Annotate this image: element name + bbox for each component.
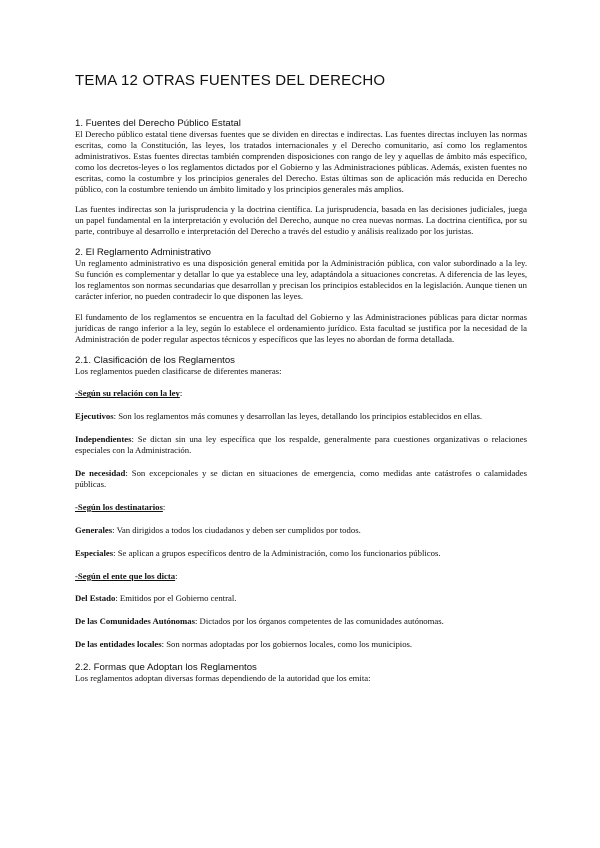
text-generales: : Van dirigidos a todos los ciudadanos y deben ser cumplidos por todos. bbox=[112, 524, 361, 535]
section-2-2-intro: Los reglamentos adoptan diversas formas dependiendo de la autoridad que los emita: bbox=[75, 673, 371, 684]
group-label-destinatarios: -Según los destinatarios bbox=[75, 501, 163, 512]
text-entidades-locales: : Son normas adoptadas por los gobiernos locales, como los municipios. bbox=[161, 639, 413, 650]
section-2-1-intro: Los reglamentos pueden clasificarse de diferentes maneras: bbox=[75, 365, 282, 376]
item-especiales bbox=[75, 548, 527, 559]
section-2-paragraph-1: Un reglamento administrativo es una disposición general emitida por la Administración pública, con valor subordinado a la ley. Su función es complementar y detallar lo que ya establece una ley, adaptándola a situaciones concretas. A diferencia de las leyes, los reglamentos son normas secundarias que desarrollan y precisan los principios establecidos en la legislación. Aunque tienen un carácter inferior, no pueden contradecir lo que disponen las leyes. bbox=[75, 258, 527, 301]
text-independientes: : Se dictan sin una ley específica que los respalde, generalmente para cuestiones organizativas o relaciones especiales con la Administración. bbox=[75, 434, 527, 456]
group-label-suffix: : bbox=[175, 570, 178, 581]
text-del-estado: : Emitidos por el Gobierno central. bbox=[115, 593, 237, 604]
text-ejecutivos: : Son los reglamentos más comunes y desarrollan las leyes, detallando los principios establecidos en ellas. bbox=[113, 411, 483, 422]
section-1-heading: 1. Fuentes del Derecho Público Estatal bbox=[75, 118, 241, 129]
item-generales bbox=[75, 525, 527, 536]
document-body bbox=[75, 118, 527, 684]
section-2-1-heading: 2.1. Clasificación de los Reglamentos bbox=[75, 354, 235, 366]
classification-group-ente bbox=[75, 571, 527, 582]
term-entidades-locales: De las entidades locales bbox=[75, 639, 162, 650]
item-entidades-locales bbox=[75, 639, 527, 650]
group-label-suffix: : bbox=[179, 388, 183, 399]
group-label-relacion: -Según su relación con la ley bbox=[75, 388, 180, 399]
section-2-heading: 2. El Reglamento Administrativo bbox=[75, 247, 211, 259]
section-1-paragraph-1: El Derecho público estatal tiene diversas fuentes que se dividen en directas e indirectas. Las fuentes directas incluyen las normas escritas, como la Constitución, las leyes, los tratados internacionales y el Derecho comunitario, así como los reglamentos administrativos. Estas fuentes directas también comprenden disposiciones con rango de ley y aquellas de ámbito más específico, como los decretos-leyes o los reglamentos dictados por el Gobierno y las Administraciones públicas. Además, existen fuentes no escritas, como la costumbre y los principios generales del Derecho. Estas últimas son de aplicación más reducida en Derecho público, con la costumbre teniendo un ámbito limitado y los principios generales más amplios. bbox=[75, 129, 527, 194]
text-de-necesidad: : Son excepcionales y se dictan en situaciones de emergencia, como medidas ante catástrofes o calamidades públicas. bbox=[75, 468, 527, 489]
group-label-suffix: : bbox=[162, 501, 166, 512]
item-del-estado bbox=[75, 593, 527, 604]
text-especiales: : Se aplican a grupos específicos dentro de la Administración, como los funcionarios públicos. bbox=[113, 547, 441, 558]
classification-group-relacion bbox=[75, 388, 527, 399]
section-2-2-heading: 2.2. Formas que Adoptan los Reglamentos bbox=[75, 662, 257, 674]
term-especiales: Especiales bbox=[75, 547, 114, 558]
term-ejecutivos: Ejecutivos bbox=[75, 411, 114, 422]
term-comunidades-autonomas: De las Comunidades Autónomas bbox=[75, 616, 195, 627]
classification-group-destinatarios bbox=[75, 502, 527, 513]
section-1-paragraph-2: Las fuentes indirectas son la jurisprudencia y la doctrina científica. La jurisprudencia, basada en las decisiones judiciales, juega un papel fundamental en la interpretación y evolución del Derecho, aunque no crea nuevas normas. La doctrina científica, por su parte, contribuye al desarrollo e interpretación del Derecho a través del estudio y análisis realizado por los juristas. bbox=[75, 204, 527, 237]
section-2-paragraph-2: El fundamento de los reglamentos se encuentra en la facultad del Gobierno y las Administraciones públicas para dictar normas jurídicas de rango inferior a la ley, según lo establece el ordenamiento jurídico. Esta facultad se justifica por la necesidad de la Administración de poder regular aspectos técnicos y específicos que las leyes no abordan de forma detallada. bbox=[75, 311, 527, 344]
term-de-necesidad: De necesidad bbox=[75, 468, 126, 479]
term-del-estado: Del Estado bbox=[75, 593, 116, 604]
text-comunidades-autonomas: : Dictados por los órganos competentes de las comunidades autónomas. bbox=[194, 616, 444, 627]
term-generales: Generales bbox=[75, 524, 113, 535]
item-ejecutivos bbox=[75, 411, 527, 422]
group-label-ente: -Según el ente que los dicta bbox=[75, 570, 176, 581]
item-independientes bbox=[75, 434, 527, 456]
item-comunidades-autonomas bbox=[75, 616, 527, 627]
item-de-necesidad bbox=[75, 468, 527, 490]
term-independientes: Independientes bbox=[75, 434, 132, 445]
document-title: TEMA 12 OTRAS FUENTES DEL DERECHO bbox=[75, 72, 386, 89]
